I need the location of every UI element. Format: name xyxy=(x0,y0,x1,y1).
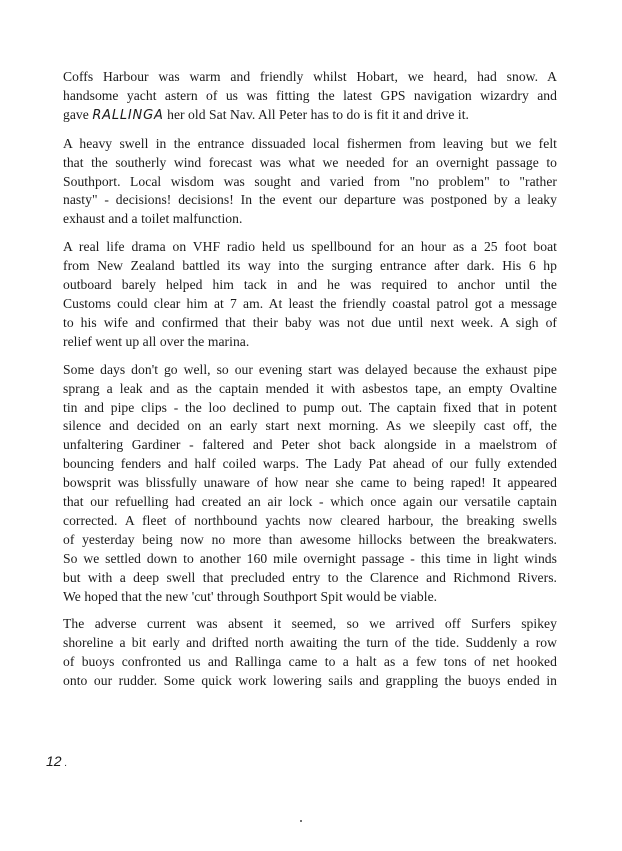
text-line: of buoys confronted us and Rallinga came to a halt as a few tons of net hooked xyxy=(63,654,557,670)
text-line: corrected. A fleet of northbound yachts now cleared harbour, the breaking swells xyxy=(63,512,557,528)
text-line: Some days don't go well, so our evening start was delayed because the exhaust pipe xyxy=(63,361,557,377)
text-line: So we settled down to another 160 mile overnight passage - this time in light winds xyxy=(63,550,557,566)
text-line: that our refuelling had created an air lock - which once again our versatile captain xyxy=(63,494,557,510)
text-segment: her old Sat Nav. All Peter has to do is fit it and drive it. xyxy=(163,106,469,122)
paragraph xyxy=(63,361,557,607)
text-line: exhaust and a toilet malfunction. xyxy=(63,211,243,227)
text-line: Coffs Harbour was warm and friendly whilst Hobart, we heard, had snow. A xyxy=(63,69,557,84)
text-line: nasty" - decisions! decisions! In the event our departure was postponed by a leaky xyxy=(63,192,557,208)
text-segment: gave xyxy=(63,106,93,122)
text-line: The adverse current was absent it seemed, so we arrived off Surfers spikey xyxy=(63,616,557,632)
text-line: from New Zealand battled its way into the surging entrance after dark. His 6 hp xyxy=(63,258,557,274)
text-line: A real life drama on VHF radio held us spellbound for an hour as a 25 foot boat xyxy=(63,239,557,255)
text-line: tin and pipe clips - the loo declined to pump out. The captain fixed that in potent xyxy=(63,399,557,415)
scan-speck xyxy=(300,820,302,822)
text-line: bowsprit was blissfully unaware of how near she came to being raped! It appeared xyxy=(63,475,557,491)
text-line: handsome yacht astern of us was fitting the latest GPS navigation wizardry and xyxy=(63,87,557,103)
page-number-value: 12 xyxy=(46,753,62,769)
text-line: silence and decided on an early start next morning. As we sleepily cast off, the xyxy=(63,418,557,434)
paragraph xyxy=(63,68,557,126)
text-line: but with a deep swell that precluded entry to the Clarence and Richmond Rivers. xyxy=(63,569,557,585)
text-line: relief went up all over the marina. xyxy=(63,333,250,349)
text-line: bouncing fenders and half coiled warps. The Lady Pat ahead of our fully extended xyxy=(63,456,557,472)
text-line: Customs could clear him at 7 am. At least the friendly coastal patrol got a message xyxy=(63,295,557,311)
page-number xyxy=(46,753,67,769)
text-line: outboard barely helped him tack in and he was required to anchor until the xyxy=(63,277,557,293)
text-line: of yesterday being now no more than awesome hillocks between the breakwaters. xyxy=(63,531,557,547)
text-line: sprang a leak and as the captain mended it with asbestos tape, an empty Ovaltine xyxy=(63,380,557,396)
text-line: unfaltering Gardiner - faltered and Peter shot back alongside in a maelstrom of xyxy=(63,437,557,453)
body-text xyxy=(63,68,557,700)
text-line xyxy=(63,106,557,126)
text-line: A heavy swell in the entrance dissuaded local fishermen from leaving but we felt xyxy=(63,135,557,151)
paragraph xyxy=(63,238,557,351)
text-line: that the southerly wind forecast was what we needed for an overnight passage to xyxy=(63,154,557,170)
text-line: onto our rudder. Some quick work lowering sails and grappling the buoys ended in xyxy=(63,673,557,689)
paragraph xyxy=(63,615,557,691)
text-line: We hoped that the new 'cut' through Southport Spit would be viable. xyxy=(63,588,438,604)
text-line: to his wife and confirmed that their baby was not due until next week. A sigh of xyxy=(63,314,557,330)
yacht-name: RALLINGA xyxy=(92,107,164,123)
page-number-mark: . xyxy=(64,758,68,769)
text-line: shoreline a bit early and drifted north awaiting the turn of the tide. Suddenly a row xyxy=(63,635,557,651)
paragraph xyxy=(63,135,557,230)
text-line: Southport. Local wisdom was sought and varied from "no problem" to "rather xyxy=(63,173,557,189)
